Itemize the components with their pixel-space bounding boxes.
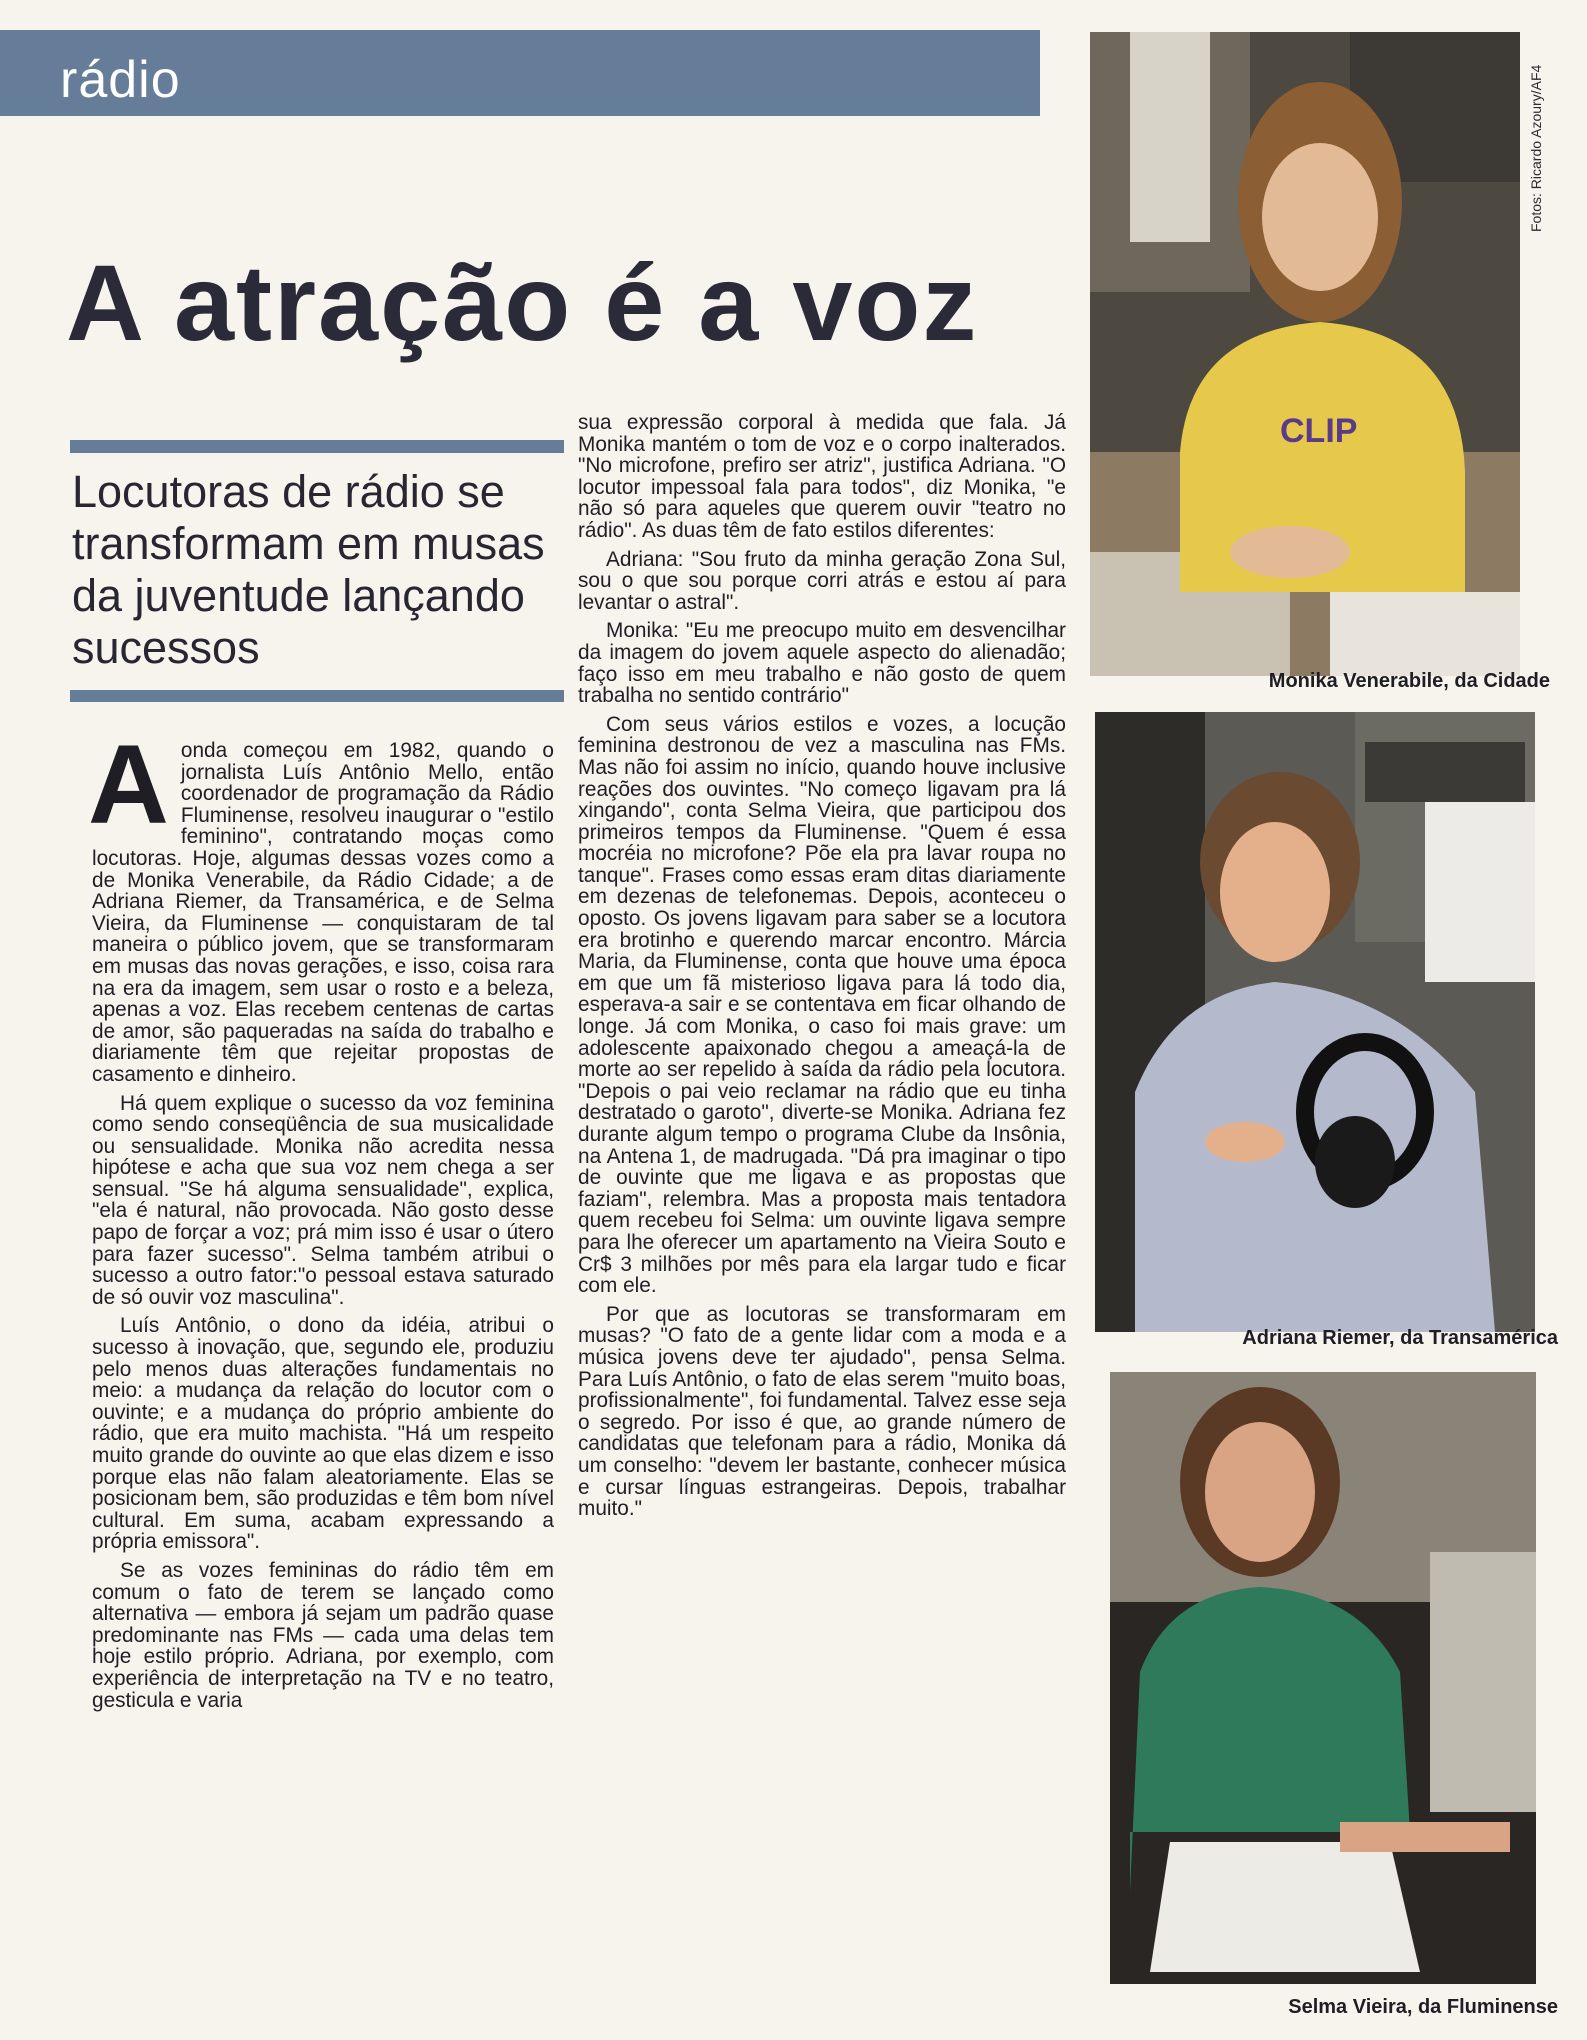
shirt-logo: CLIP <box>1280 412 1358 450</box>
photo-caption-monika: Monika Venerabile, da Cidade <box>1268 670 1550 692</box>
subhead-bottom-rule <box>70 690 564 702</box>
article-paragraph: Com seus vários estilos e vozes, a locução feminina destronou de vez a masculina nas FMs. Mas não foi assim no início, quando houve inclusive reações dos ouvintes. "No começo ligavam pra lá xingando", conta Selma Vieira, que participou dos primeiros tempos da Fluminense. "Quem é essa mocréia no microfone? Põe ela pra lavar roupa no tanque". Frases como essas eram ditas diariamente em dezenas de telefonemas. Depois, aconteceu o oposto. Os jovens ligavam para saber se a locutora era brotinho e querendo marcar encontro. Márcia Maria, da Fluminense, conta que houve uma época em que um fã misterioso ligava para lá todo dia, esperava-a sair e se contentava em ficar olhando de longe. Já com Monika, o caso foi mais grave: um adolescente apaixonado chegou a ameaçá-la de morte ao ser repelido à saída da rádio pela locutora. "Depois o pai veio reclamar na rádio que eu tinha destratado o garoto", diverte-se Monika. Adriana fez durante algum tempo o programa Clube da Insônia, na Antena 1, de madrugada. "Dá pra imaginar o tipo de ouvinte que me ligava e as propostas que faziam", relembra. Mas a proposta mais tentadora quem recebeu foi Selma: um ouvinte ligava sempre para lhe oferecer um apartamento na Vieira Souto e Cr$ 3 milhões por mês para ela largar tudo e ficar com ele. <box>578 712 1066 1298</box>
article-paragraph: Por que as locutoras se transformaram em musas? "O fato de a gente lidar com a moda e a música jovens deve ter ajudado", pensa Selma. Para Luís Antônio, o fato de elas serem "muito boas, profissionalmente", foi fundamental. Talvez esse seja o segredo. Por isso é que, ao grande número de candidatas que telefonam para a rádio, Monika dá um conselho: "devem ler bastante, conhecer música e cursar línguas estrangeiras. Depois, trabalhar muito." <box>578 1302 1066 1521</box>
photo-caption-selma: Selma Vieira, da Fluminense <box>1288 1996 1558 2018</box>
article-paragraph: Se as vozes femininas do rádio têm em comum o fato de terem se lançado como alternativa — embora já sejam um padrão quase predominante nas FMs — cada uma delas tem hoje estilo próprio. Adriana, por exemplo, com experiência de interpretação na TV e no teatro, gesticula e varia <box>92 1558 554 1712</box>
article-headline: A atração é a voz <box>66 242 979 363</box>
photo-credit: Fotos: Ricardo Azoury/AF4 <box>1528 64 1544 232</box>
photo-monika-image <box>1090 32 1520 676</box>
photo-selma-image <box>1110 1372 1536 1984</box>
article-paragraph: sua expressão corporal à medida que fala. Já Monika mantém o tom de voz e o corpo inalterados. "No microfone, prefiro ser atriz", justifica Adriana. "O locutor impessoal fala para todos", diz Monika, "e não só para aqueles que querem ouvir "teatro no rádio". As duas têm de fato estilos diferentes: <box>578 411 1066 542</box>
section-label: rádio <box>60 51 181 109</box>
article-paragraph: Luís Antônio, o dono da idéia, atribui o sucesso à inovação, que, segundo ele, produziu pelo menos duas alterações fundamentais no meio: a mudança da relação do locutor com o ouvinte; e a mudança do próprio ambiente do rádio, que era muito machista. "Há um respeito muito grande do ouvinte ao que elas dizem e isso porque elas não falam aleatoriamente. Elas se posicionam bem, são produzidas e têm bom nível cultural. Em suma, acabam expressando a própria emissora". <box>92 1314 554 1554</box>
drop-cap: A <box>88 722 169 847</box>
photo-adriana-image <box>1095 712 1535 1332</box>
article-paragraph: Aonda começou em 1982, quando o jornalista Luís Antônio Mello, então coordenador de programação da Rádio Fluminense, resolveu inaugurar o "estilo feminino", contratando moças como locutoras. Hoje, algumas dessas vozes como a de Monika Venerabile, da Rádio Cidade; a de Adriana Riemer, da Transamérica, e de Selma Vieira, da Fluminense — conquistaram de tal maneira o público jovem, que se transformaram em musas das novas gerações, e isso, coisa rara na era da imagem, sem usar o rosto e a beleza, apenas a voz. Elas recebem centenas de cartas de amor, são paqueradas na saída do trabalho e diariamente têm que rejeitar propostas de casamento e dinheiro. <box>88 722 554 1086</box>
article-paragraph: Adriana: "Sou fruto da minha geração Zona Sul, sou o que sou porque corri atrás e estou aí para levantar o astral". <box>578 547 1066 614</box>
photo-monika <box>1090 32 1520 676</box>
subhead-top-rule <box>70 440 564 453</box>
photo-adriana <box>1095 712 1535 1332</box>
article-column-2 <box>578 412 1066 1527</box>
article-paragraph: Monika: "Eu me preocupo muito em desvencilhar da imagem do jovem aquele aspecto do alienadão; faço isso em meu trabalho e não gosto de quem trabalha no sentido contrário" <box>578 619 1066 708</box>
article-column-1 <box>88 722 554 1718</box>
photo-caption-adriana: Adriana Riemer, da Transamérica <box>1242 1327 1558 1349</box>
photo-selma <box>1110 1372 1536 1984</box>
article-subhead: Locutoras de rádio se transformam em musas da juventude lançando sucessos <box>72 466 545 673</box>
article-paragraph: Há quem explique o sucesso da voz feminina como sendo conseqüência de sua musicalidade ou sensualidade. Monika não acredita nessa hipótese e acha que sua voz nem chega a ser sensual. "Se há alguma sensualidade", explica, "ela é natural, não provocada. Não gosto desse papo de forçar a voz; prá mim isso é usar o útero para fazer sucesso". Selma também atribui o sucesso a outro fator:"o pessoal estava saturado de só ouvir voz masculina". <box>92 1091 554 1309</box>
